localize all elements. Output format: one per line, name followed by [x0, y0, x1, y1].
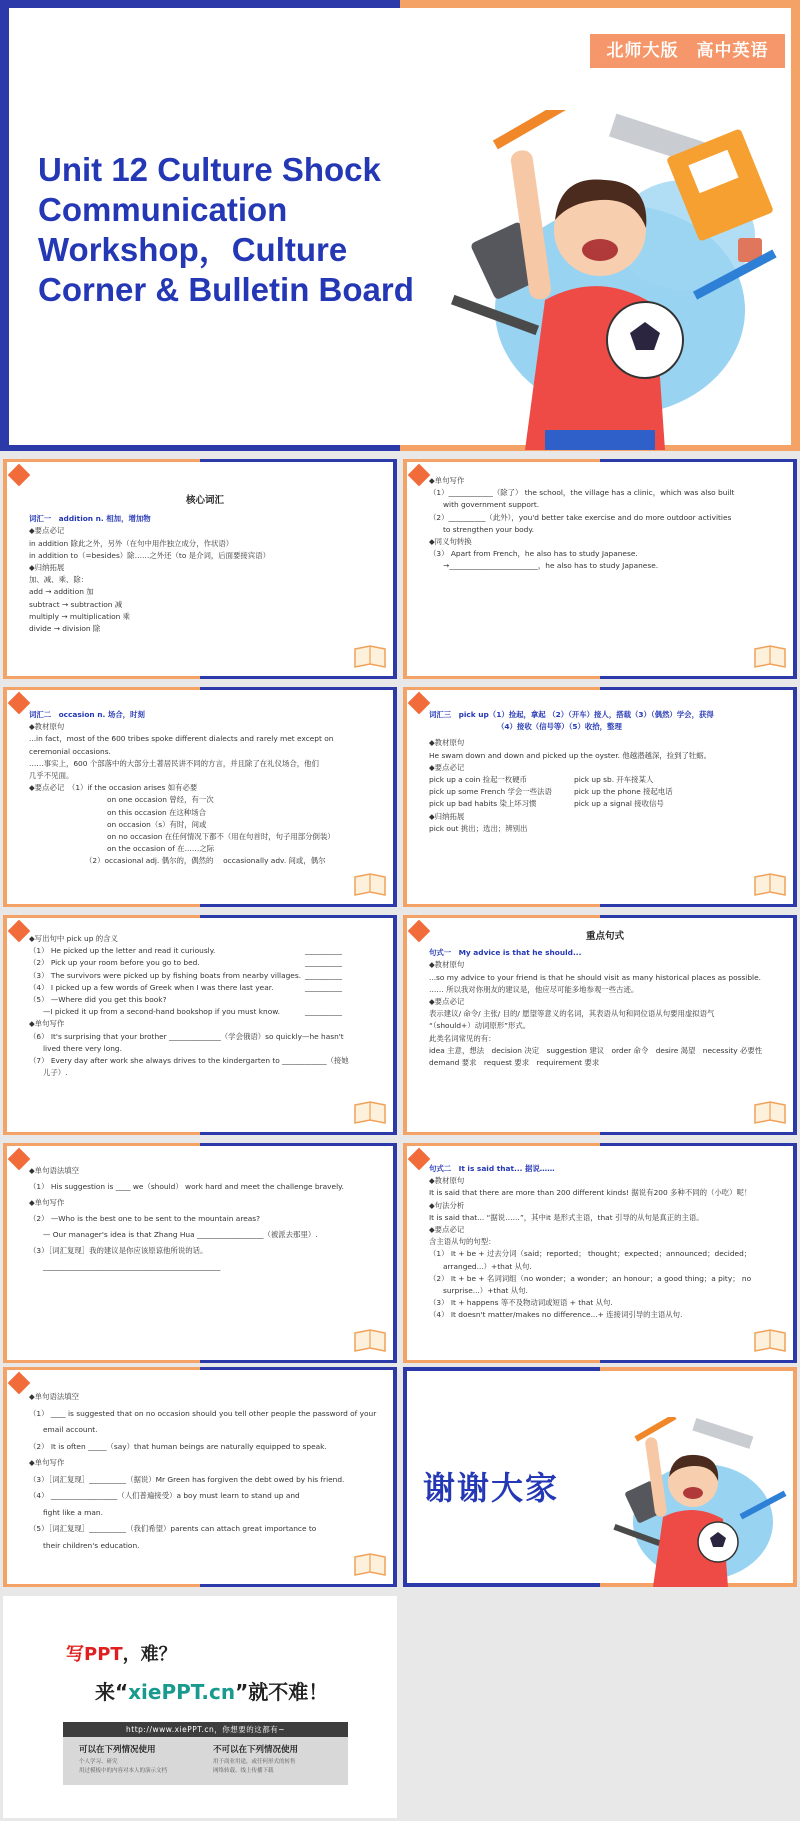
text-line: ◆教材原句 [429, 738, 465, 748]
text-line: （3）［词汇复现］我的建议是你应该原谅他所说的话。 [29, 1246, 208, 1255]
diamond-icon [8, 464, 31, 487]
text-line: （1） His suggestion is ____ we（should） work hard and meet the challenge bravely. [29, 1182, 344, 1191]
answer-blank: __________ [305, 982, 342, 992]
text-line: He swam down and down and picked up the oyster. 他越潜越深，捡到了牡蛎。 [429, 750, 712, 760]
slide-heading: 重点句式 [585, 931, 624, 942]
text-line: ◆同义句转换 [429, 537, 472, 547]
text-line: on the occasion of 在……之际 [107, 844, 215, 854]
slide-border [403, 687, 407, 907]
slide-border [393, 459, 397, 679]
phrase: pick up the phone 接起电话 [574, 787, 673, 797]
slide-border [403, 915, 797, 918]
text-line: （2）occasional adj. 偶尔的，偶然的 occasionally adv. 间或，偶尔 [85, 856, 326, 866]
text-line: 加、减、乘、除： [29, 575, 89, 585]
text-line: （2） It is often _____（say）that human beings are naturally equipped to speak. [29, 1441, 327, 1451]
slide-border [403, 459, 407, 679]
text-line: It is said that there are more than 200 different kinds! 据说有200 多种不同的（小吃）呢！ [429, 1188, 752, 1198]
text-line: 几乎不见面。 [29, 771, 74, 781]
diamond-icon [408, 692, 431, 715]
phrase-pair [429, 774, 781, 786]
slide-border [403, 459, 797, 462]
text-line: lived there very long. [43, 1043, 122, 1053]
slide-pattern-2-exercise [3, 1367, 397, 1587]
phrase: pick up a coin 捡起一枚硬币 [429, 775, 528, 785]
text-line: （2） —Who is the best one to be sent to the mountain areas? [29, 1214, 261, 1223]
sentence: （4） I picked up a few words of Greek when I was there last year. [29, 982, 274, 992]
slide-vocab-occasion [3, 687, 397, 907]
usage-forbidden-title: 不可以在下列情况使用 [213, 1745, 299, 1755]
text-line: on this occasion 在这种场合 [107, 807, 206, 817]
phrase-pair [429, 798, 781, 810]
diamond-icon [408, 1148, 431, 1171]
text-line: 含主语从句的句型： [429, 1237, 496, 1247]
text-line: 表示建议/ 命令/ 主张/ 目的/ 愿望等意义的名词，其表语从句和同位语从句要用虚拟语气 [429, 1009, 715, 1019]
text-line: （3） It + happens 等不及物动词或短语 + that 从句. [429, 1298, 613, 1308]
slide-border [3, 915, 397, 918]
text-line: ◆单句语法填空 [29, 1392, 80, 1401]
book-icon [353, 643, 387, 669]
vocab-title: （4）接收（信号等）（5）收拾，整理 [497, 722, 622, 732]
diamond-icon [8, 920, 31, 943]
text-line: on no occasion 在任何情况下都不（用在句首时，句子用部分倒装） [107, 832, 335, 842]
text-line: idea 主意，想法 decision 决定 suggestion 建议 order 命令 desire 渴望 necessity 必要性 [429, 1045, 763, 1055]
text-line: in addition to（=besides）除……之外还（to 是介词，后面要接宾语） [29, 550, 270, 560]
slide-border [793, 1367, 797, 1587]
slide-border [393, 687, 397, 907]
usage-allowed-title: 可以在下列情况使用 [79, 1745, 156, 1755]
text-line: （4） __________________（人们普遍接受）a boy must learn to stand up and [29, 1491, 300, 1500]
boy-illustration [450, 110, 795, 450]
usage-forbidden [213, 1743, 298, 1776]
text-line: ...so my advice to your friend is that he should visit as many historical places as possible. [429, 972, 761, 982]
slide-border [3, 1132, 397, 1135]
answer-blank: __________ [305, 1007, 342, 1017]
book-icon [353, 1551, 387, 1577]
xieppt-ad-panel [3, 1596, 397, 1818]
slide-border [393, 1143, 397, 1363]
text-line: add → addition 加 [29, 587, 94, 597]
phrase: pick up a signal 接收信号 [574, 799, 664, 809]
text-line: （2）__________（此外），you'd better take exercise and do more outdoor activities [429, 512, 732, 522]
text-line [29, 982, 381, 994]
text-line: arranged...）+that 从句. [443, 1261, 532, 1271]
ad-line-1 [66, 1640, 177, 1666]
slide-border [403, 1360, 797, 1363]
text-line: ……事实上，600 个部落中的大部分土著居民讲不同的方言，并且除了在礼仪场合，他们 [29, 758, 319, 768]
text-line: ◆要点必记 [429, 762, 465, 772]
text-line: ◆教材原句 [429, 960, 465, 970]
text-line: divide → division 除 [29, 624, 101, 634]
text-line: surprise...）+that 从句. [443, 1286, 528, 1296]
slide-border [403, 1143, 797, 1146]
slide-border [393, 1367, 397, 1587]
slide-border [393, 915, 397, 1135]
slide-border [793, 1143, 797, 1363]
text-line: demand 要求 request 要求 requirement 要求 [429, 1058, 600, 1068]
book-icon [353, 1099, 387, 1125]
text-line: （5）［词汇复现］__________（我们希望）parents can attach great importance to [29, 1524, 317, 1533]
text-line: in addition 除此之外，另外（在句中用作独立成分，作状语） [29, 538, 234, 548]
text-line: to strengthen your body. [443, 524, 535, 534]
text-line: pick out 挑出；选出；辨别出 [429, 823, 528, 833]
text-line: ◆要点必记 [29, 526, 65, 536]
slide-border [3, 1367, 397, 1370]
text-line [29, 970, 381, 982]
text-line: ________________________________________________ [43, 1262, 221, 1271]
text-line: — Our manager's idea is that Zhang Hua __________________（被派去那里）. [43, 1230, 318, 1239]
edition-tag: 北师大版 高中英语 [590, 34, 785, 68]
text-line: （1）____________（除了） the school，the village has a clinic，which was also built [429, 488, 735, 498]
book-icon [353, 1327, 387, 1353]
vocab-title: 词汇三 pick up（1）捡起，拿起 （2）（开车）接人，搭载（3）（偶然）学会，获得 [429, 710, 714, 719]
ad-url-bar[interactable]: http://www.xiePPT.cn，你想要的这都有~ [63, 1722, 348, 1737]
usage-item: 用过模板中的内容对本人的演示文档 [79, 1768, 168, 1774]
slide-border [3, 459, 397, 462]
text-line: （4） It doesn't matter/makes no difference...+ 连接词引导的主语从句. [429, 1310, 683, 1320]
slide-border [403, 1132, 797, 1135]
text-line [29, 945, 381, 957]
slide-pattern-1-exercise [3, 1143, 397, 1363]
slide-border [3, 904, 397, 907]
text-line: with government support. [443, 500, 540, 510]
text-line: ◆单句写作 [29, 1198, 65, 1207]
text-line: “（should+）动词原形”形式。 [429, 1021, 531, 1031]
usage-item: 个人学习、研究 [79, 1759, 118, 1765]
slide-border [793, 915, 797, 1135]
phrase-pair [429, 786, 781, 798]
slide-border [403, 676, 797, 679]
ad-line-2 [95, 1676, 328, 1705]
diamond-icon [408, 920, 431, 943]
text-line: on occasion（s）有时，间或 [107, 819, 207, 829]
answer-blank: __________ [305, 946, 342, 956]
text-line: email account. [43, 1425, 98, 1434]
usage-item: 用于商业用途，或任何形式的转售 [213, 1759, 296, 1765]
answer-blank: __________ [305, 970, 342, 980]
text-line: ◆单句语法填空 [29, 1166, 80, 1175]
usage-terms-box [63, 1737, 348, 1785]
text-line: ◆归纳拓展 [29, 563, 65, 573]
slide-addition-exercise [403, 459, 797, 679]
text-line: ◆句法分析 [429, 1200, 465, 1210]
phrase: pick up bad habits 染上坏习惯 [429, 799, 537, 809]
border-top-blue [0, 0, 400, 8]
slide-border [3, 1143, 7, 1363]
sentence: （3） The survivors were picked up by fishing boats from nearby villages. [29, 970, 302, 980]
book-icon [753, 643, 787, 669]
slide-border [3, 459, 7, 679]
slide-border [403, 904, 797, 907]
slide-border [403, 687, 797, 690]
slide-border [3, 687, 397, 690]
slide-pick-up-exercise [3, 915, 397, 1135]
phrase: pick up sb. 开车接某人 [574, 775, 654, 785]
text-line: （1） It + be + 过去分词（said；reported； thought；expected；announced；decided； [429, 1249, 752, 1259]
answer-blank: __________ [305, 958, 342, 968]
text-line: ...in fact，most of the 600 tribes spoke different dialects and rarely met except on [29, 734, 334, 744]
text-line: subtract → subtraction 减 [29, 599, 123, 609]
sentence: （2） Pick up your room before you go to bed. [29, 958, 200, 968]
text-line: ◆归纳拓展 [429, 811, 465, 821]
slide-border [3, 676, 397, 679]
ad-brand-red: 写PPT [66, 1644, 123, 1665]
text-line: （6） It's surprising that your brother ______________（学会俄语）so quickly—he hasn't [29, 1031, 344, 1041]
text-line: ◆单句写作 [429, 476, 465, 485]
text-line: ◆要点必记 [429, 1225, 465, 1235]
pattern-title: 句式一 My advice is that he should... [429, 948, 582, 958]
ad-text: ”就不难！ [235, 1680, 329, 1704]
slide-border [403, 1143, 407, 1363]
slide-border [3, 1584, 397, 1587]
slide-border [3, 687, 7, 907]
text-line: …… 所以我对你朋友的建议是，他应尽可能多地参观一些古迹。 [429, 984, 639, 994]
lesson-title: Unit 12 Culture Shock Communication Workshop，Culture Corner & Bulletin Board [38, 151, 414, 308]
text-line: ◆单句写作 [29, 1019, 65, 1029]
text-line: multiply → multiplication 乘 [29, 611, 131, 621]
text-line: ceremonial occasions. [29, 746, 111, 756]
border-bottom-blue [0, 445, 400, 451]
slide-border [403, 1367, 797, 1371]
diamond-icon [408, 464, 431, 487]
text-line: ◆教材原句 [429, 1176, 465, 1186]
text-line: （5） —Where did you get this book? [29, 995, 167, 1005]
ad-text: 来“ [95, 1680, 129, 1704]
title-slide [0, 0, 800, 451]
slide-border [403, 1367, 407, 1587]
book-icon [753, 1099, 787, 1125]
slide-thanks [403, 1367, 797, 1587]
thanks-text: 谢谢大家 [423, 1469, 560, 1507]
text-line: ◆要点必记 （1）if the occasion arises 如有必要 [29, 783, 198, 793]
book-icon [753, 1327, 787, 1353]
text-line: （2） It + be + 名词词组（no wonder；a wonder；an honour；a good thing；a pity； no [429, 1273, 752, 1283]
ad-brand-link[interactable]: xiePPT.cn [128, 1680, 236, 1704]
slide-border [403, 915, 407, 1135]
slide-border [793, 459, 797, 679]
slide-border [3, 1367, 7, 1587]
text-line: （3） Apart from French，he also has to study Japanese. [429, 549, 638, 559]
text-line [29, 1006, 381, 1018]
text-line: ◆教材原句 [29, 722, 65, 732]
slide-vocab-addition [3, 459, 397, 679]
slide-border [793, 687, 797, 907]
text-line: their children's education. [43, 1540, 140, 1550]
slide-border [3, 1360, 397, 1363]
book-icon [353, 871, 387, 897]
slide-vocab-pick-up [403, 687, 797, 907]
book-icon [753, 871, 787, 897]
slide-heading: 核心词汇 [185, 495, 224, 506]
text-line: ◆要点必记 [429, 997, 465, 1007]
text-line [29, 957, 381, 969]
text-line: fight like a man. [43, 1507, 103, 1517]
phrase: pick up some French 学会一些法语 [429, 787, 552, 797]
text-line: It is said that... “据说……”，其中it 是形式主语，that 引导的从句是真正的主语。 [429, 1212, 704, 1222]
vocab-title: 词汇二 occasion n. 场合，时刻 [29, 710, 145, 719]
slide-border [3, 1143, 397, 1146]
border-left [0, 0, 9, 451]
slide-sentence-pattern-1 [403, 915, 797, 1135]
text-line: on one occasion 曾经，有一次 [107, 795, 214, 805]
vocab-title: 词汇一 addition n. 相加，增加物 [29, 514, 151, 524]
border-top-orange [400, 0, 800, 8]
sentence: （1） He picked up the letter and read it curiously. [29, 946, 216, 956]
usage-item: 网络转载、线上传播下载 [213, 1768, 274, 1774]
text-line: ◆单句写作 [29, 1458, 65, 1467]
diamond-icon [8, 1372, 31, 1395]
diamond-icon [8, 692, 31, 715]
pattern-title: 句式二 It is said that... 据说…… [429, 1164, 555, 1173]
slide-sentence-pattern-2 [403, 1143, 797, 1363]
text-line: 此类名词常见的有： [429, 1033, 496, 1043]
diamond-icon [8, 1148, 31, 1171]
usage-allowed [79, 1743, 167, 1776]
text-line: →________________________，he also has to study Japanese. [443, 561, 659, 571]
slide-border [3, 915, 7, 1135]
text-line: 儿子）. [43, 1068, 68, 1078]
text-line: ◆写出句中 pick up 的含义 [29, 934, 118, 943]
text-line: （1） ____ is suggested that on no occasion should you tell other people the password of your [29, 1408, 377, 1418]
text-line: （7） Every day after work she always drives to the kindergarten to ____________（接她 [29, 1056, 349, 1066]
ad-text: ，难？ [122, 1644, 177, 1665]
sentence: —I picked it up from a second-hand bookshop if you must know. [43, 1007, 280, 1017]
text-line: （3）［词汇复现］__________（据说）Mr Green has forgiven the debt owed by his friend. [29, 1474, 345, 1484]
boy-illustration [608, 1417, 793, 1587]
